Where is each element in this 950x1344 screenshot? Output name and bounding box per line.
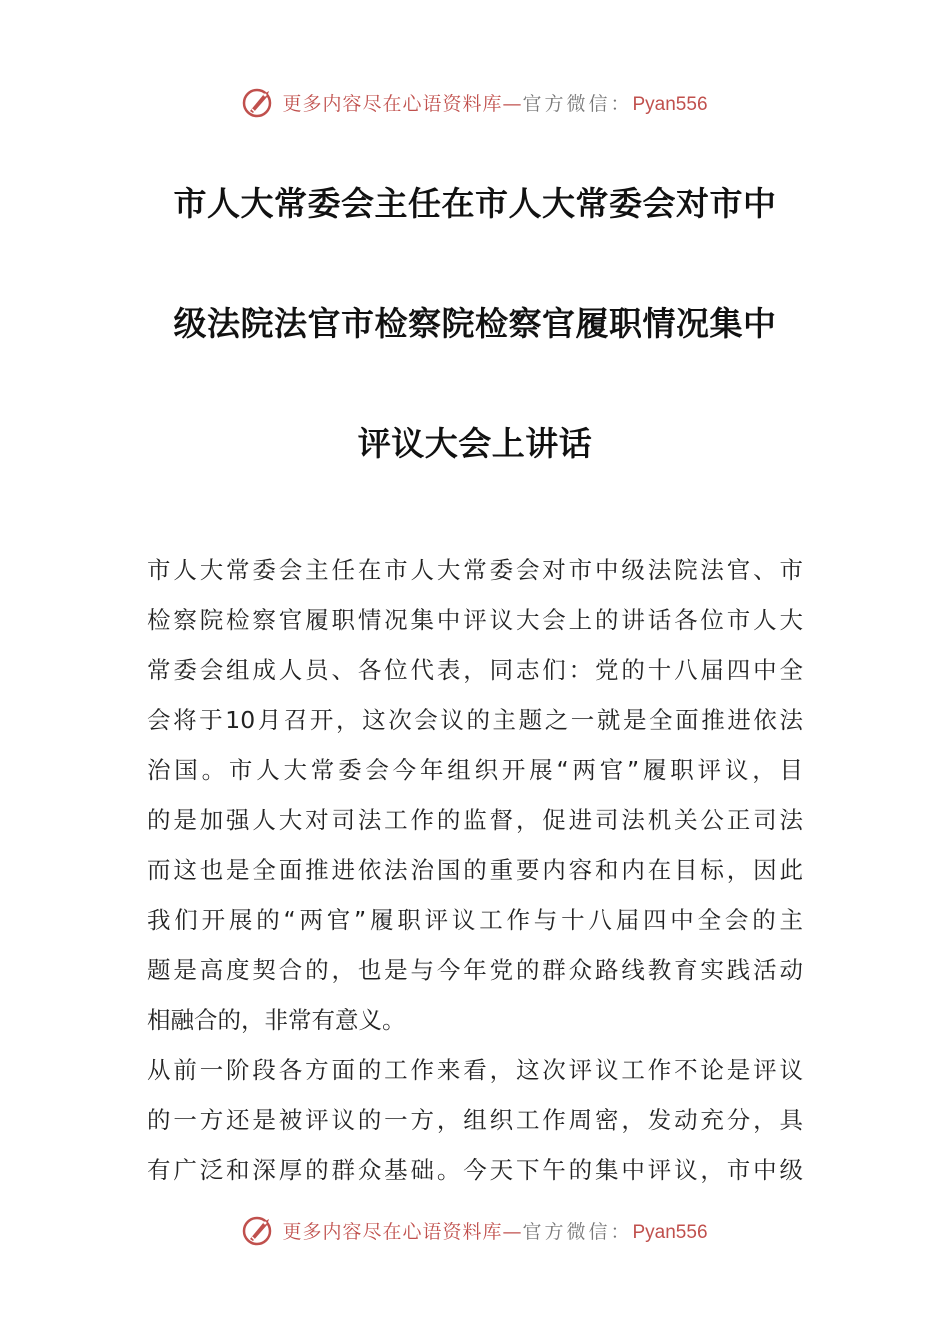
watermark-site: 更多内容尽在心语资料库: [282, 92, 503, 115]
body-line: 从前一阶段各方面的工作来看，这次评议工作不论是评议: [147, 1056, 803, 1084]
body-line: 我们开展的“两官”履职评议工作与十八届四中全会的主: [147, 906, 803, 934]
body-line: 治国。市人大常委会今年组织开展“两官”履职评议，目: [147, 756, 803, 784]
footer-watermark: [0, 1210, 950, 1250]
document-title-line-3: 评议大会上讲话: [357, 424, 593, 463]
body-line: 题是高度契合的，也是与今年党的群众路线教育实践活动: [147, 956, 803, 984]
body-line: 常委会组成人员、各位代表，同志们：党的十八届四中全: [147, 656, 803, 684]
body-line: 检察院检察官履职情况集中评议大会上的讲话各位市人大: [147, 606, 803, 634]
body-line: 的是加强人大对司法工作的监督，促进司法机关公正司法: [147, 806, 803, 834]
watermark-separator: —: [502, 1220, 523, 1243]
document-title-line-2: 级法院法官市检察院检察官履职情况集中: [173, 304, 777, 343]
document-title-line-1: 市人大常委会主任在市人大常委会对市中: [173, 184, 777, 223]
body-line: 市人大常委会主任在市人大常委会对市中级法院法官、市: [147, 556, 803, 584]
body-line: 有广泛和深厚的群众基础。今天下午的集中评议，市中级: [147, 1156, 803, 1184]
watermark-wechat-id: Pyan556: [632, 93, 708, 115]
pen-nib-circle-icon: [242, 1213, 276, 1247]
watermark-official-label: 官方微信：: [522, 92, 633, 115]
watermark-text: [282, 1217, 707, 1244]
watermark-text: [282, 89, 707, 116]
watermark-wechat-id: Pyan556: [632, 1221, 708, 1243]
watermark-official-label: 官方微信：: [522, 1220, 633, 1243]
body-line: 而这也是全面推进依法治国的重要内容和内在目标，因此: [147, 856, 803, 884]
pen-nib-circle-icon: [242, 85, 276, 119]
header-watermark: [0, 82, 950, 122]
body-line: 的一方还是被评议的一方，组织工作周密，发动充分，具: [147, 1106, 803, 1134]
body-line: 相融合的，非常有意义。: [147, 1006, 406, 1034]
body-line: 会将于10月召开，这次会议的主题之一就是全面推进依法: [147, 706, 803, 734]
watermark-site: 更多内容尽在心语资料库: [282, 1220, 503, 1243]
watermark-separator: —: [502, 92, 523, 115]
